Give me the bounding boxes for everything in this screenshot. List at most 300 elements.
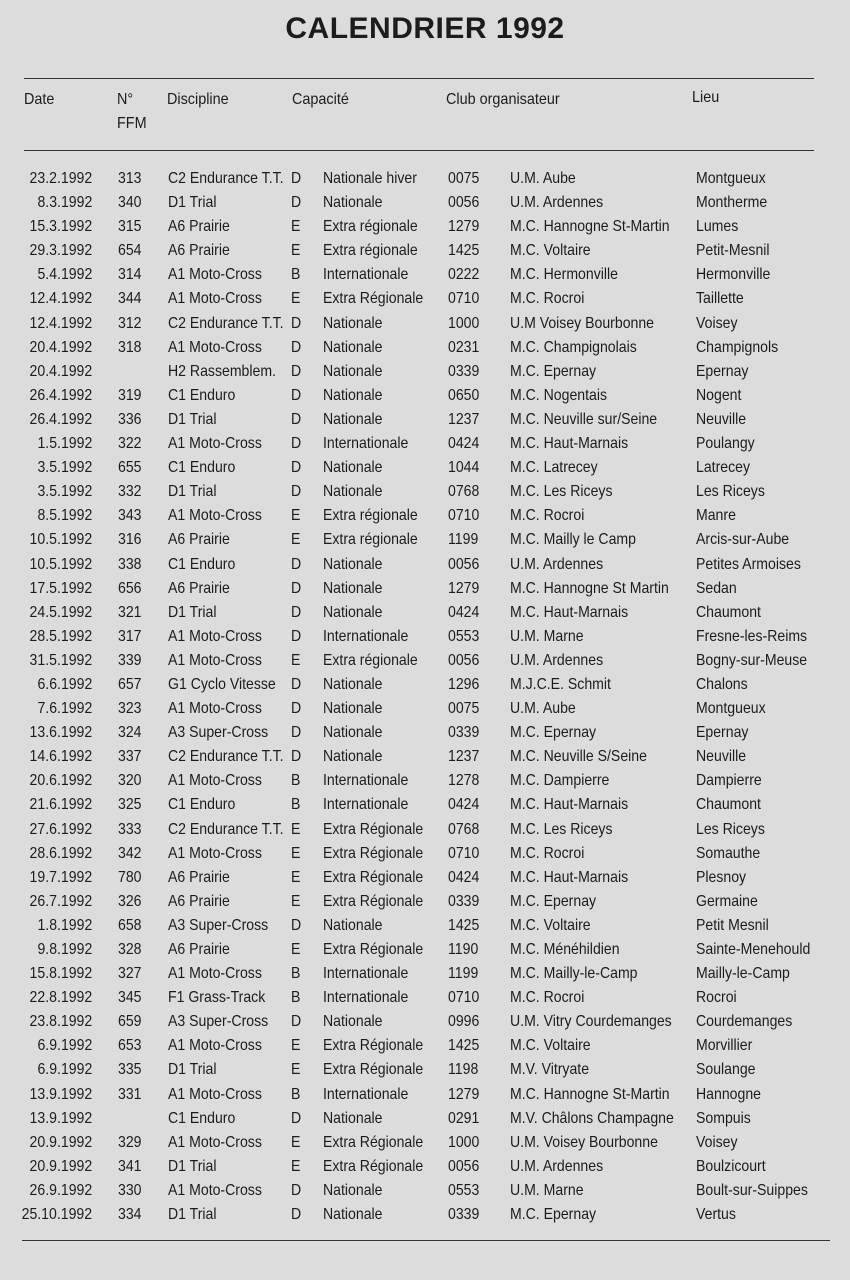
event-date: 24.5.1992 (29, 603, 92, 621)
club-name: M.C. Haut-Marnais (510, 603, 629, 621)
table-row (0, 336, 850, 360)
event-date: 20.6.1992 (29, 772, 92, 790)
club-code: 0339 (448, 892, 480, 910)
discipline: A1 Moto-Cross (168, 844, 262, 862)
event-location: Mailly-le-Camp (696, 965, 790, 983)
table-row (0, 745, 850, 769)
table-row (0, 1083, 850, 1107)
event-level: Nationale (323, 338, 383, 356)
event-date: 31.5.1992 (29, 651, 92, 669)
club-name: M.C. Hannogne St-Martin (510, 1085, 670, 1103)
club-name: U.M. Ardennes (510, 194, 604, 212)
event-level: Extra régionale (323, 507, 418, 525)
capacity-class: E (291, 507, 301, 525)
club-code: 0996 (448, 1013, 480, 1031)
ffm-number: 658 (118, 916, 142, 934)
event-location: Montherme (696, 194, 768, 212)
discipline: A1 Moto-Cross (168, 651, 262, 669)
club-code: 1000 (448, 1133, 480, 1151)
event-date: 9.8.1992 (37, 941, 92, 958)
ffm-number: 324 (118, 724, 142, 742)
event-location: Somauthe (696, 844, 761, 862)
event-level: Extra Régionale (323, 868, 424, 886)
club-name: M.C. Rocroi (510, 290, 585, 308)
event-location: Petit-Mesnil (696, 242, 770, 260)
calendar-table-body (0, 167, 850, 1227)
table-row (0, 1155, 850, 1179)
ffm-number: 343 (118, 507, 142, 525)
ffm-number: 325 (118, 796, 142, 814)
event-level: Extra régionale (323, 242, 418, 260)
ffm-number: 332 (118, 483, 142, 501)
club-name: U.M. Vitry Courdemanges (510, 1013, 672, 1031)
event-location: Hermonville (696, 266, 771, 284)
club-name: M.C. Voltaire (510, 1037, 591, 1055)
capacity-class: E (291, 218, 301, 236)
event-date: 21.6.1992 (29, 796, 92, 814)
event-date: 29.3.1992 (29, 242, 92, 260)
event-location: Sedan (696, 579, 737, 597)
ffm-number: 656 (118, 579, 142, 597)
ffm-number: 342 (118, 844, 142, 862)
table-row (0, 456, 850, 480)
club-code: 1425 (448, 242, 480, 260)
event-level: Nationale (323, 314, 383, 332)
ffm-number: 335 (118, 1061, 142, 1079)
table-row (0, 962, 850, 986)
ffm-number: 338 (118, 555, 142, 573)
capacity-class: E (291, 941, 301, 958)
discipline: D1 Trial (168, 410, 217, 428)
club-code: 0650 (448, 386, 480, 404)
capacity-class: E (291, 844, 301, 862)
event-level: Extra Régionale (323, 1157, 424, 1175)
club-name: M.C. Haut-Marnais (510, 796, 629, 814)
ffm-number: 334 (118, 1206, 142, 1224)
club-name: M.C. Rocroi (510, 844, 585, 862)
ffm-number: 780 (118, 868, 142, 886)
club-code: 0339 (448, 1206, 480, 1224)
ffm-number: 318 (118, 338, 142, 356)
club-code: 0710 (448, 989, 480, 1007)
club-code: 1279 (448, 579, 480, 597)
capacity-class: D (291, 1013, 302, 1031)
club-name: M.C. Rocroi (510, 507, 585, 525)
club-code: 0710 (448, 290, 480, 308)
event-level: Extra Régionale (323, 844, 424, 862)
club-name: M.C. Neuville S/Seine (510, 748, 647, 766)
event-location: Nogent (696, 386, 742, 404)
club-name: M.C. Ménéhildien (510, 941, 620, 958)
event-date: 13.9.1992 (29, 1085, 92, 1103)
club-code: 0056 (448, 651, 480, 669)
capacity-class: D (291, 916, 302, 934)
capacity-class: B (291, 1085, 301, 1103)
ffm-number: 659 (118, 1013, 142, 1031)
ffm-number: 657 (118, 675, 142, 693)
capacity-class: D (291, 459, 302, 477)
event-level: Nationale hiver (323, 170, 417, 187)
event-date: 8.3.1992 (37, 194, 92, 212)
event-location: Montgueux (696, 170, 766, 187)
discipline: A6 Prairie (168, 892, 230, 910)
event-level: Extra Régionale (323, 1133, 424, 1151)
club-code: 0056 (448, 194, 480, 212)
club-name: M.C. Hannogne St-Martin (510, 218, 670, 236)
ffm-number: 339 (118, 651, 142, 669)
ffm-number: 331 (118, 1085, 142, 1103)
event-level: Extra régionale (323, 218, 418, 236)
event-location: Manre (696, 507, 736, 525)
discipline: A1 Moto-Cross (168, 338, 262, 356)
event-date: 28.6.1992 (29, 844, 92, 862)
discipline: C2 Endurance T.T. (168, 748, 284, 766)
club-name: M.C. Champignolais (510, 338, 637, 356)
header-discipline: Discipline (167, 91, 229, 108)
club-code: 0222 (448, 266, 480, 284)
ffm-number: 337 (118, 748, 142, 766)
table-row (0, 577, 850, 601)
event-location: Les Riceys (696, 820, 765, 838)
event-location: Soulange (696, 1061, 756, 1079)
event-location: Latrecey (696, 459, 751, 477)
table-row (0, 287, 850, 311)
discipline: A1 Moto-Cross (168, 507, 262, 525)
event-date: 26.4.1992 (29, 386, 92, 404)
capacity-class: E (291, 1061, 301, 1079)
table-row (0, 1058, 850, 1082)
club-code: 1044 (448, 459, 480, 477)
event-location: Dampierre (696, 772, 762, 790)
event-date: 1.5.1992 (37, 435, 92, 453)
event-level: Nationale (323, 724, 383, 742)
club-name: M.C. Dampierre (510, 772, 610, 790)
capacity-class: B (291, 989, 301, 1007)
event-date: 19.7.1992 (29, 868, 92, 886)
event-location: Chaumont (696, 603, 761, 621)
discipline: C1 Enduro (168, 459, 236, 477)
event-level: Nationale (323, 579, 383, 597)
event-level: Nationale (323, 459, 383, 477)
capacity-class: E (291, 1157, 301, 1175)
ffm-number: 336 (118, 410, 142, 428)
discipline: G1 Cyclo Vitesse (168, 675, 276, 693)
discipline: A1 Moto-Cross (168, 700, 262, 718)
event-level: Extra Régionale (323, 941, 424, 958)
ffm-number: 314 (118, 266, 142, 284)
ffm-number: 653 (118, 1037, 142, 1055)
capacity-class: B (291, 772, 301, 790)
club-code: 1199 (448, 965, 479, 983)
event-level: Nationale (323, 194, 383, 212)
ffm-number: 313 (118, 170, 142, 187)
capacity-class: E (291, 531, 301, 549)
table-row (0, 793, 850, 817)
capacity-class: D (291, 555, 302, 573)
club-code: 0424 (448, 435, 480, 453)
club-name: M.C. Hannogne St Martin (510, 579, 669, 597)
ffm-number: 327 (118, 965, 142, 983)
capacity-class: D (291, 194, 302, 212)
discipline: A6 Prairie (168, 218, 230, 236)
event-date: 8.5.1992 (37, 507, 92, 525)
table-row (0, 1034, 850, 1058)
event-location: Epernay (696, 362, 749, 380)
event-date: 10.5.1992 (29, 531, 92, 549)
club-name: M.C. Voltaire (510, 242, 591, 260)
club-code: 1198 (448, 1061, 479, 1079)
discipline: F1 Grass-Track (168, 989, 266, 1007)
header-ffm (117, 88, 147, 136)
club-name: U.M. Ardennes (510, 651, 604, 669)
event-date: 26.7.1992 (29, 892, 92, 910)
event-location: Petites Armoises (696, 555, 801, 573)
event-level: Nationale (323, 916, 383, 934)
event-location: Lumes (696, 218, 739, 236)
event-level: Nationale (323, 555, 383, 573)
club-name: U.M. Voisey Bourbonne (510, 1133, 658, 1151)
ffm-number: 328 (118, 941, 142, 958)
club-name: M.J.C.E. Schmit (510, 675, 611, 693)
header-ffm-line2: FFM (117, 115, 147, 132)
ffm-number: 344 (118, 290, 142, 308)
capacity-class: E (291, 242, 301, 260)
event-level: Internationale (323, 796, 409, 814)
capacity-class: D (291, 1109, 302, 1127)
club-name: U.M. Marne (510, 627, 584, 645)
event-level: Extra régionale (323, 651, 418, 669)
table-row (0, 360, 850, 384)
event-date: 3.5.1992 (37, 483, 92, 501)
discipline: D1 Trial (168, 1061, 217, 1079)
ffm-number: 316 (118, 531, 142, 549)
club-name: M.C. Haut-Marnais (510, 435, 629, 453)
ffm-number: 329 (118, 1133, 142, 1151)
ffm-number: 317 (118, 627, 142, 645)
event-location: Chaumont (696, 796, 761, 814)
capacity-class: D (291, 603, 302, 621)
table-row (0, 215, 850, 239)
capacity-class: E (291, 868, 301, 886)
discipline: D1 Trial (168, 1157, 217, 1175)
event-level: Internationale (323, 989, 409, 1007)
table-row (0, 1131, 850, 1155)
event-location: Epernay (696, 724, 749, 742)
table-row (0, 167, 850, 191)
event-date: 20.9.1992 (29, 1157, 92, 1175)
club-name: M.C. Mailly le Camp (510, 531, 636, 549)
event-date: 26.9.1992 (29, 1181, 92, 1199)
club-code: 0710 (448, 507, 480, 525)
discipline: A1 Moto-Cross (168, 627, 262, 645)
event-location: Les Riceys (696, 483, 765, 501)
capacity-class: B (291, 965, 301, 983)
club-name: U.M. Marne (510, 1181, 584, 1199)
discipline: A1 Moto-Cross (168, 266, 262, 284)
discipline: A1 Moto-Cross (168, 965, 262, 983)
event-location: Boulzicourt (696, 1157, 766, 1175)
event-date: 25.10.1992 (21, 1206, 92, 1224)
discipline: A6 Prairie (168, 531, 230, 549)
event-date: 12.4.1992 (29, 290, 92, 308)
club-code: 0553 (448, 627, 480, 645)
event-date: 6.9.1992 (37, 1037, 92, 1055)
event-level: Internationale (323, 965, 409, 983)
club-code: 1279 (448, 218, 480, 236)
discipline: A6 Prairie (168, 242, 230, 260)
club-name: M.C. Epernay (510, 892, 597, 910)
club-code: 1237 (448, 410, 480, 428)
club-code: 1296 (448, 675, 480, 693)
event-location: Courdemanges (696, 1013, 793, 1031)
event-level: Nationale (323, 1109, 383, 1127)
ffm-number: 321 (118, 603, 142, 621)
capacity-class: D (291, 314, 302, 332)
event-level: Nationale (323, 362, 383, 380)
discipline: C2 Endurance T.T. (168, 170, 284, 187)
event-date: 3.5.1992 (37, 459, 92, 477)
event-level: Extra Régionale (323, 290, 424, 308)
discipline: C1 Enduro (168, 386, 236, 404)
ffm-number: 323 (118, 700, 142, 718)
club-name: U.M. Aube (510, 700, 576, 718)
discipline: D1 Trial (168, 483, 217, 501)
club-name: M.C. Les Riceys (510, 820, 613, 838)
event-location: Chalons (696, 675, 748, 693)
club-name: M.V. Vitryate (510, 1061, 590, 1079)
discipline: A3 Super-Cross (168, 724, 269, 742)
club-code: 1000 (448, 314, 480, 332)
club-name: U.M. Ardennes (510, 555, 604, 573)
capacity-class: D (291, 675, 302, 693)
event-date: 7.6.1992 (37, 700, 92, 718)
capacity-class: D (291, 579, 302, 597)
table-row (0, 312, 850, 336)
club-name: M.C. Nogentais (510, 386, 608, 404)
club-code: 1199 (448, 531, 479, 549)
event-location: Petit Mesnil (696, 916, 769, 934)
ffm-number: 320 (118, 772, 142, 790)
discipline: C1 Enduro (168, 796, 236, 814)
capacity-class: B (291, 266, 301, 284)
capacity-class: E (291, 651, 301, 669)
table-row (0, 625, 850, 649)
club-name: M.C. Voltaire (510, 916, 591, 934)
header-date: Date (24, 91, 55, 108)
capacity-class: B (291, 796, 301, 814)
event-location: Morvillier (696, 1037, 753, 1055)
ffm-number: 654 (118, 242, 142, 260)
event-location: Montgueux (696, 700, 766, 718)
club-code: 0056 (448, 555, 480, 573)
club-code: 1237 (448, 748, 480, 766)
club-code: 0056 (448, 1157, 480, 1175)
discipline: D1 Trial (168, 603, 217, 621)
event-date: 27.6.1992 (29, 820, 92, 838)
club-name: M.C. Les Riceys (510, 483, 613, 501)
event-level: Extra Régionale (323, 820, 424, 838)
capacity-class: D (291, 700, 302, 718)
table-row (0, 818, 850, 842)
table-row (0, 938, 850, 962)
capacity-class: D (291, 170, 302, 187)
header-club: Club organisateur (446, 91, 560, 108)
header-bottom-rule (24, 150, 814, 151)
capacity-class: E (291, 892, 301, 910)
club-code: 0339 (448, 362, 480, 380)
table-row (0, 408, 850, 432)
table-row (0, 1010, 850, 1034)
event-level: Internationale (323, 772, 409, 790)
club-code: 0424 (448, 603, 480, 621)
club-code: 1425 (448, 916, 480, 934)
event-date: 26.4.1992 (29, 410, 92, 428)
discipline: A6 Prairie (168, 579, 230, 597)
capacity-class: E (291, 290, 301, 308)
header-capacite: Capacité (292, 91, 349, 108)
event-date: 23.2.1992 (29, 170, 92, 187)
discipline: A1 Moto-Cross (168, 435, 262, 453)
club-code: 0768 (448, 483, 480, 501)
capacity-class: D (291, 724, 302, 742)
table-row (0, 842, 850, 866)
event-location: Rocroi (696, 989, 737, 1007)
header-ffm-line1: N° (117, 91, 134, 108)
event-level: Nationale (323, 410, 383, 428)
discipline: A1 Moto-Cross (168, 1181, 262, 1199)
event-date: 5.4.1992 (37, 266, 92, 284)
ffm-number: 341 (118, 1157, 142, 1175)
club-code: 0768 (448, 820, 480, 838)
event-level: Nationale (323, 386, 383, 404)
capacity-class: E (291, 820, 301, 838)
club-code: 1425 (448, 1037, 480, 1055)
event-level: Nationale (323, 1013, 383, 1031)
event-date: 28.5.1992 (29, 627, 92, 645)
club-code: 0075 (448, 170, 480, 187)
event-date: 20.4.1992 (29, 362, 92, 380)
ffm-number: 340 (118, 194, 142, 212)
club-code: 0710 (448, 844, 480, 862)
table-row (0, 504, 850, 528)
table-row (0, 649, 850, 673)
discipline: C2 Endurance T.T. (168, 314, 284, 332)
event-location: Voisey (696, 1133, 738, 1151)
club-name: M.C. Epernay (510, 362, 597, 380)
table-row (0, 914, 850, 938)
capacity-class: D (291, 338, 302, 356)
event-location: Boult-sur-Suippes (696, 1181, 808, 1199)
event-location: Champignols (696, 338, 779, 356)
table-row (0, 673, 850, 697)
ffm-number: 315 (118, 218, 142, 236)
event-location: Taillette (696, 290, 744, 308)
event-level: Extra régionale (323, 531, 418, 549)
ffm-number: 333 (118, 820, 142, 838)
event-date: 15.8.1992 (29, 965, 92, 983)
club-name: U.M. Ardennes (510, 1157, 604, 1175)
table-row (0, 553, 850, 577)
club-name: M.C. Epernay (510, 1206, 597, 1224)
club-code: 0339 (448, 724, 480, 742)
club-code: 1190 (448, 941, 479, 958)
club-code: 0553 (448, 1181, 480, 1199)
event-date: 10.5.1992 (29, 555, 92, 573)
event-level: Extra Régionale (323, 1061, 424, 1079)
ffm-number: 319 (118, 386, 142, 404)
capacity-class: D (291, 362, 302, 380)
capacity-class: D (291, 483, 302, 501)
